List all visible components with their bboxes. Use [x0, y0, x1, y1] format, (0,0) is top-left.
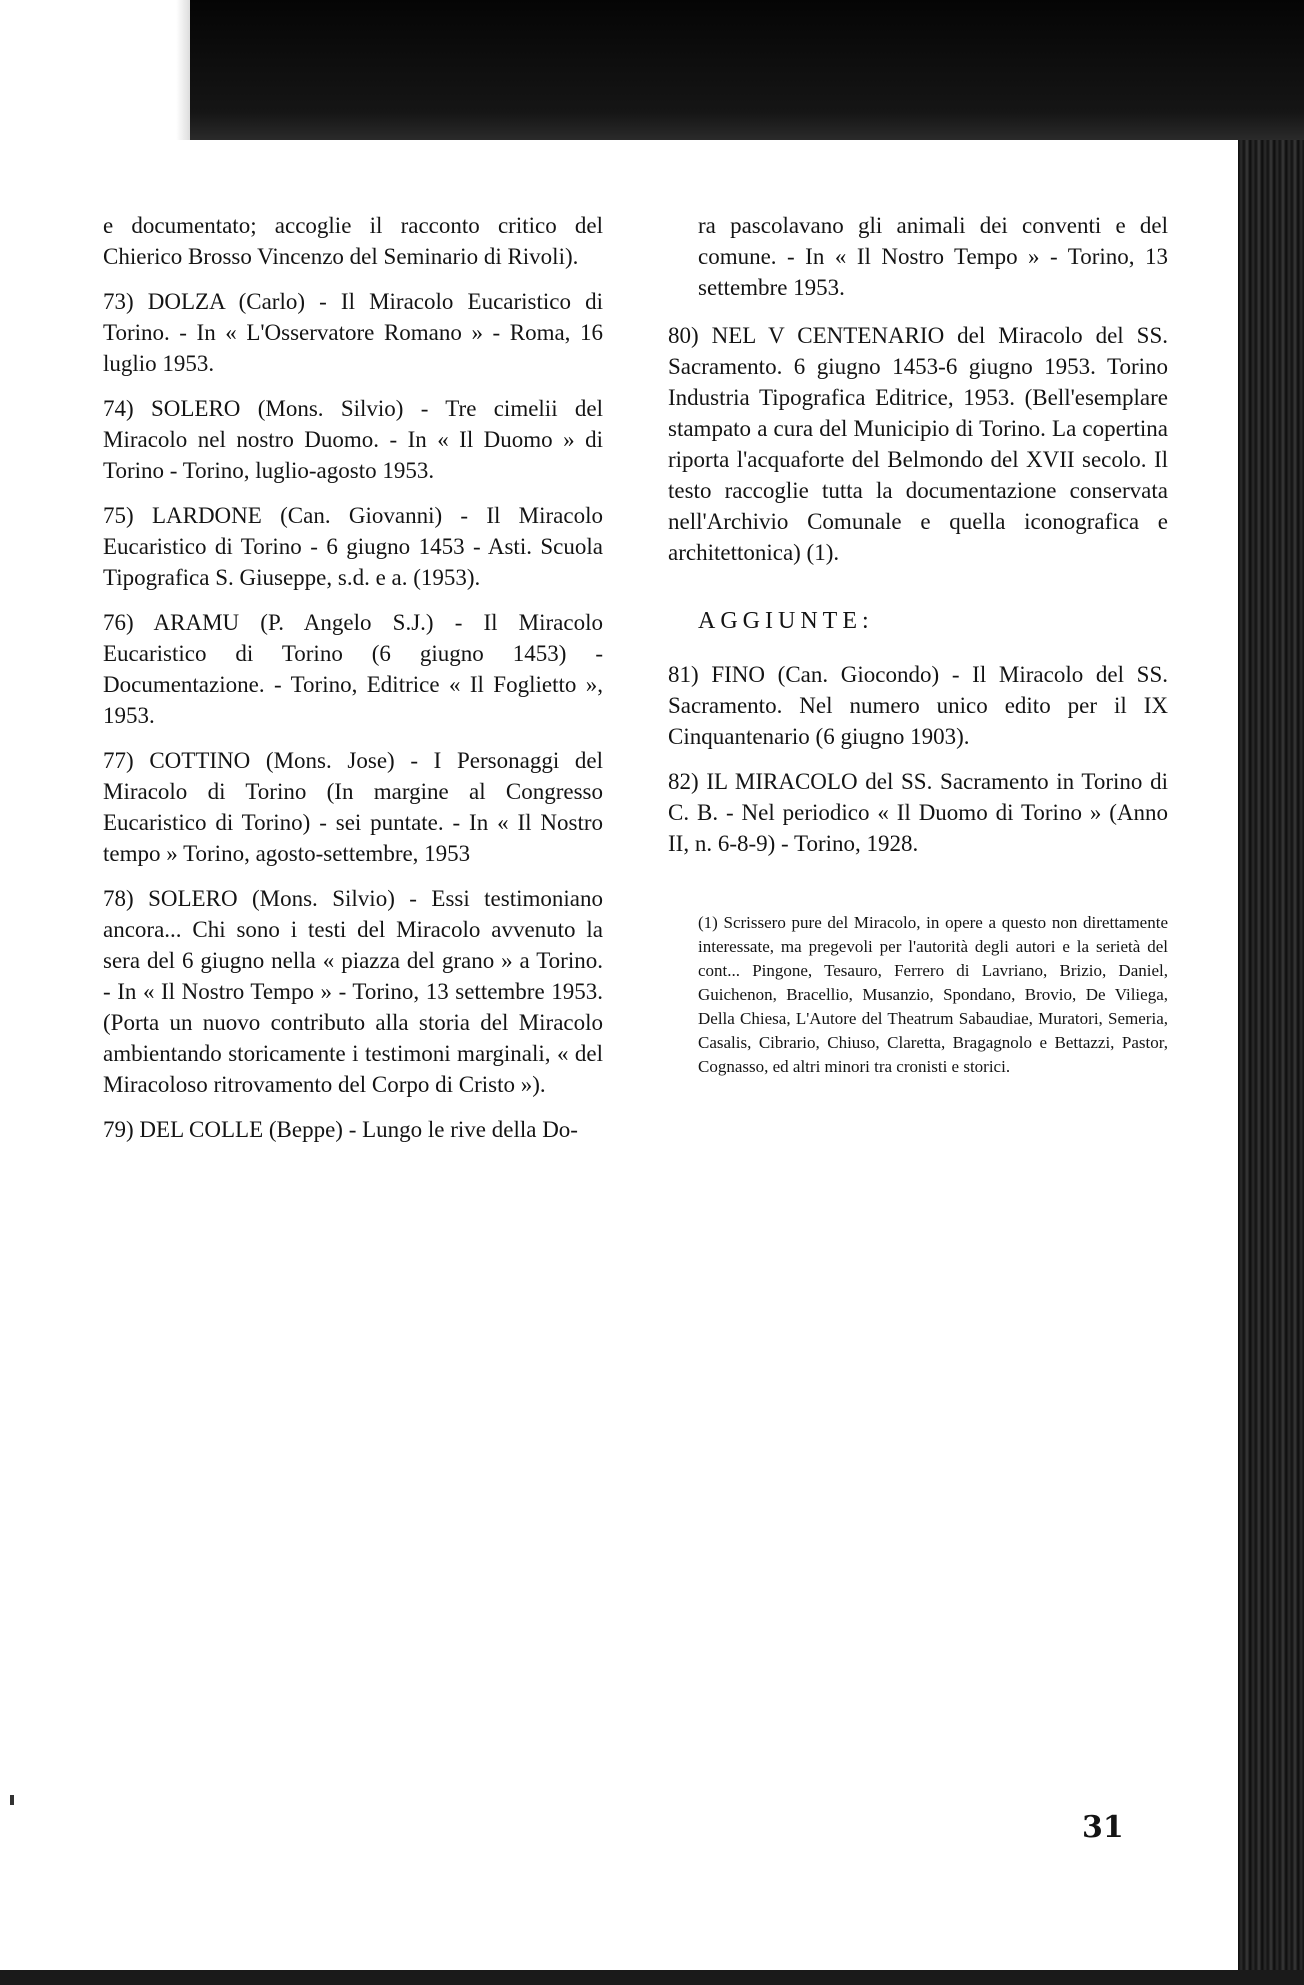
margin-mark	[10, 1795, 14, 1805]
bibliography-entry-74: 74) SOLERO (Mons. Silvio) - Tre cimelii del Miracolo nel nostro Duomo. - In « Il Duomo » di Torino - Torino, luglio-agosto 1953.	[103, 396, 603, 483]
scan-border-right	[1238, 140, 1304, 1985]
continuation-text: e documentato; accoglie il racconto critico del Chierico Brosso Vincenzo del Seminario di Rivoli).	[103, 213, 603, 269]
bibliography-entry-77: 77) COTTINO (Mons. Jose) - I Personaggi del Miracolo di Torino (In margine al Congresso Eucaristico di Torino) - sei puntate. - In « Il Nostro tempo » Torino, agosto-settembre, 1953	[103, 748, 603, 866]
bibliography-entry-80: 80) NEL V CENTENARIO del Miracolo del SS. Sacramento. 6 giugno 1453-6 giugno 1953. Torino Industria Tipografica Editrice, 1953. (Bell'esemplare stampato a cura del Municipio di Torino. La copertina riporta l'acquaforte del Belmondo del XVII secolo. Il testo raccoglie tutta la documentazione conservata nell'Archivio Comunale e quella iconografica e architettonica) (1).	[668, 323, 1168, 565]
bibliography-entry-78: 78) SOLERO (Mons. Silvio) - Essi testimoniano ancora... Chi sono i testi del Miracolo avvenuto la sera del 6 giugno nella « piazza del grano » a Torino. - In « Il Nostro Tempo » - Torino, 13 settembre 1953. (Porta un nuovo contributo alla storia del Miracolo ambientando storicamente i testimoni marginali, « del Miracoloso ritrovamento del Corpo di Cristo »).	[103, 886, 603, 1097]
section-heading: AGGIUNTE:	[698, 608, 874, 634]
bibliography-entry-75: 75) LARDONE (Can. Giovanni) - Il Miracolo Eucaristico di Torino - 6 giugno 1453 - Asti. Scuola Tipografica S. Giuseppe, s.d. e a. (1953).	[103, 503, 603, 590]
bibliography-entry-81: 81) FINO (Can. Giocondo) - Il Miracolo del SS. Sacramento. Nel numero unico edito per il IX Cinquantenario (6 giugno 1903).	[668, 662, 1168, 749]
bibliography-entry-76: 76) ARAMU (P. Angelo S.J.) - Il Miracolo Eucaristico di Torino (6 giugno 1453) - Documentazione. - Torino, Editrice « Il Foglietto », 1953.	[103, 610, 603, 728]
scan-border-top	[0, 0, 1304, 140]
continuation-text: ra pascolavano gli animali dei conventi e del comune. - In « Il Nostro Tempo » - Torino, 13 settembre 1953.	[698, 213, 1168, 300]
bibliography-entry-82: 82) IL MIRACOLO del SS. Sacramento in Torino di C. B. - Nel periodico « Il Duomo di Torino » (Anno II, n. 6-8-9) - Torino, 1928.	[668, 769, 1168, 856]
document-page	[0, 140, 1238, 1970]
bibliography-entry-79: 79) DEL COLLE (Beppe) - Lungo le rive della Do-	[103, 1117, 578, 1142]
scan-border-bottom	[0, 1970, 1304, 1985]
footnote: (1) Scrissero pure del Miracolo, in opere a questo non direttamente interessate, ma pregevoli per l'autorità degli autori e la serietà del cont... Pingone, Tesauro, Ferrero di Lavriano, Brizio, Daniel, Guichenon, Bracellio, Musanzio, Spondano, Brovio, De Viliega, Della Chiesa, L'Autore del Theatrum Sabaudiae, Muratori, Semeria, Casalis, Cibrario, Chiuso, Claretta, Bragagnolo e Bettazzi, Pastor, Cognasso, ed altri minori tra cronisti e storici.	[698, 913, 1168, 1076]
page-number: 31	[1082, 1810, 1124, 1845]
right-column	[668, 210, 1168, 1079]
left-column	[103, 210, 603, 1159]
bibliography-entry-73: 73) DOLZA (Carlo) - Il Miracolo Eucaristico di Torino. - In « L'Osservatore Romano » - Roma, 16 luglio 1953.	[103, 289, 603, 376]
